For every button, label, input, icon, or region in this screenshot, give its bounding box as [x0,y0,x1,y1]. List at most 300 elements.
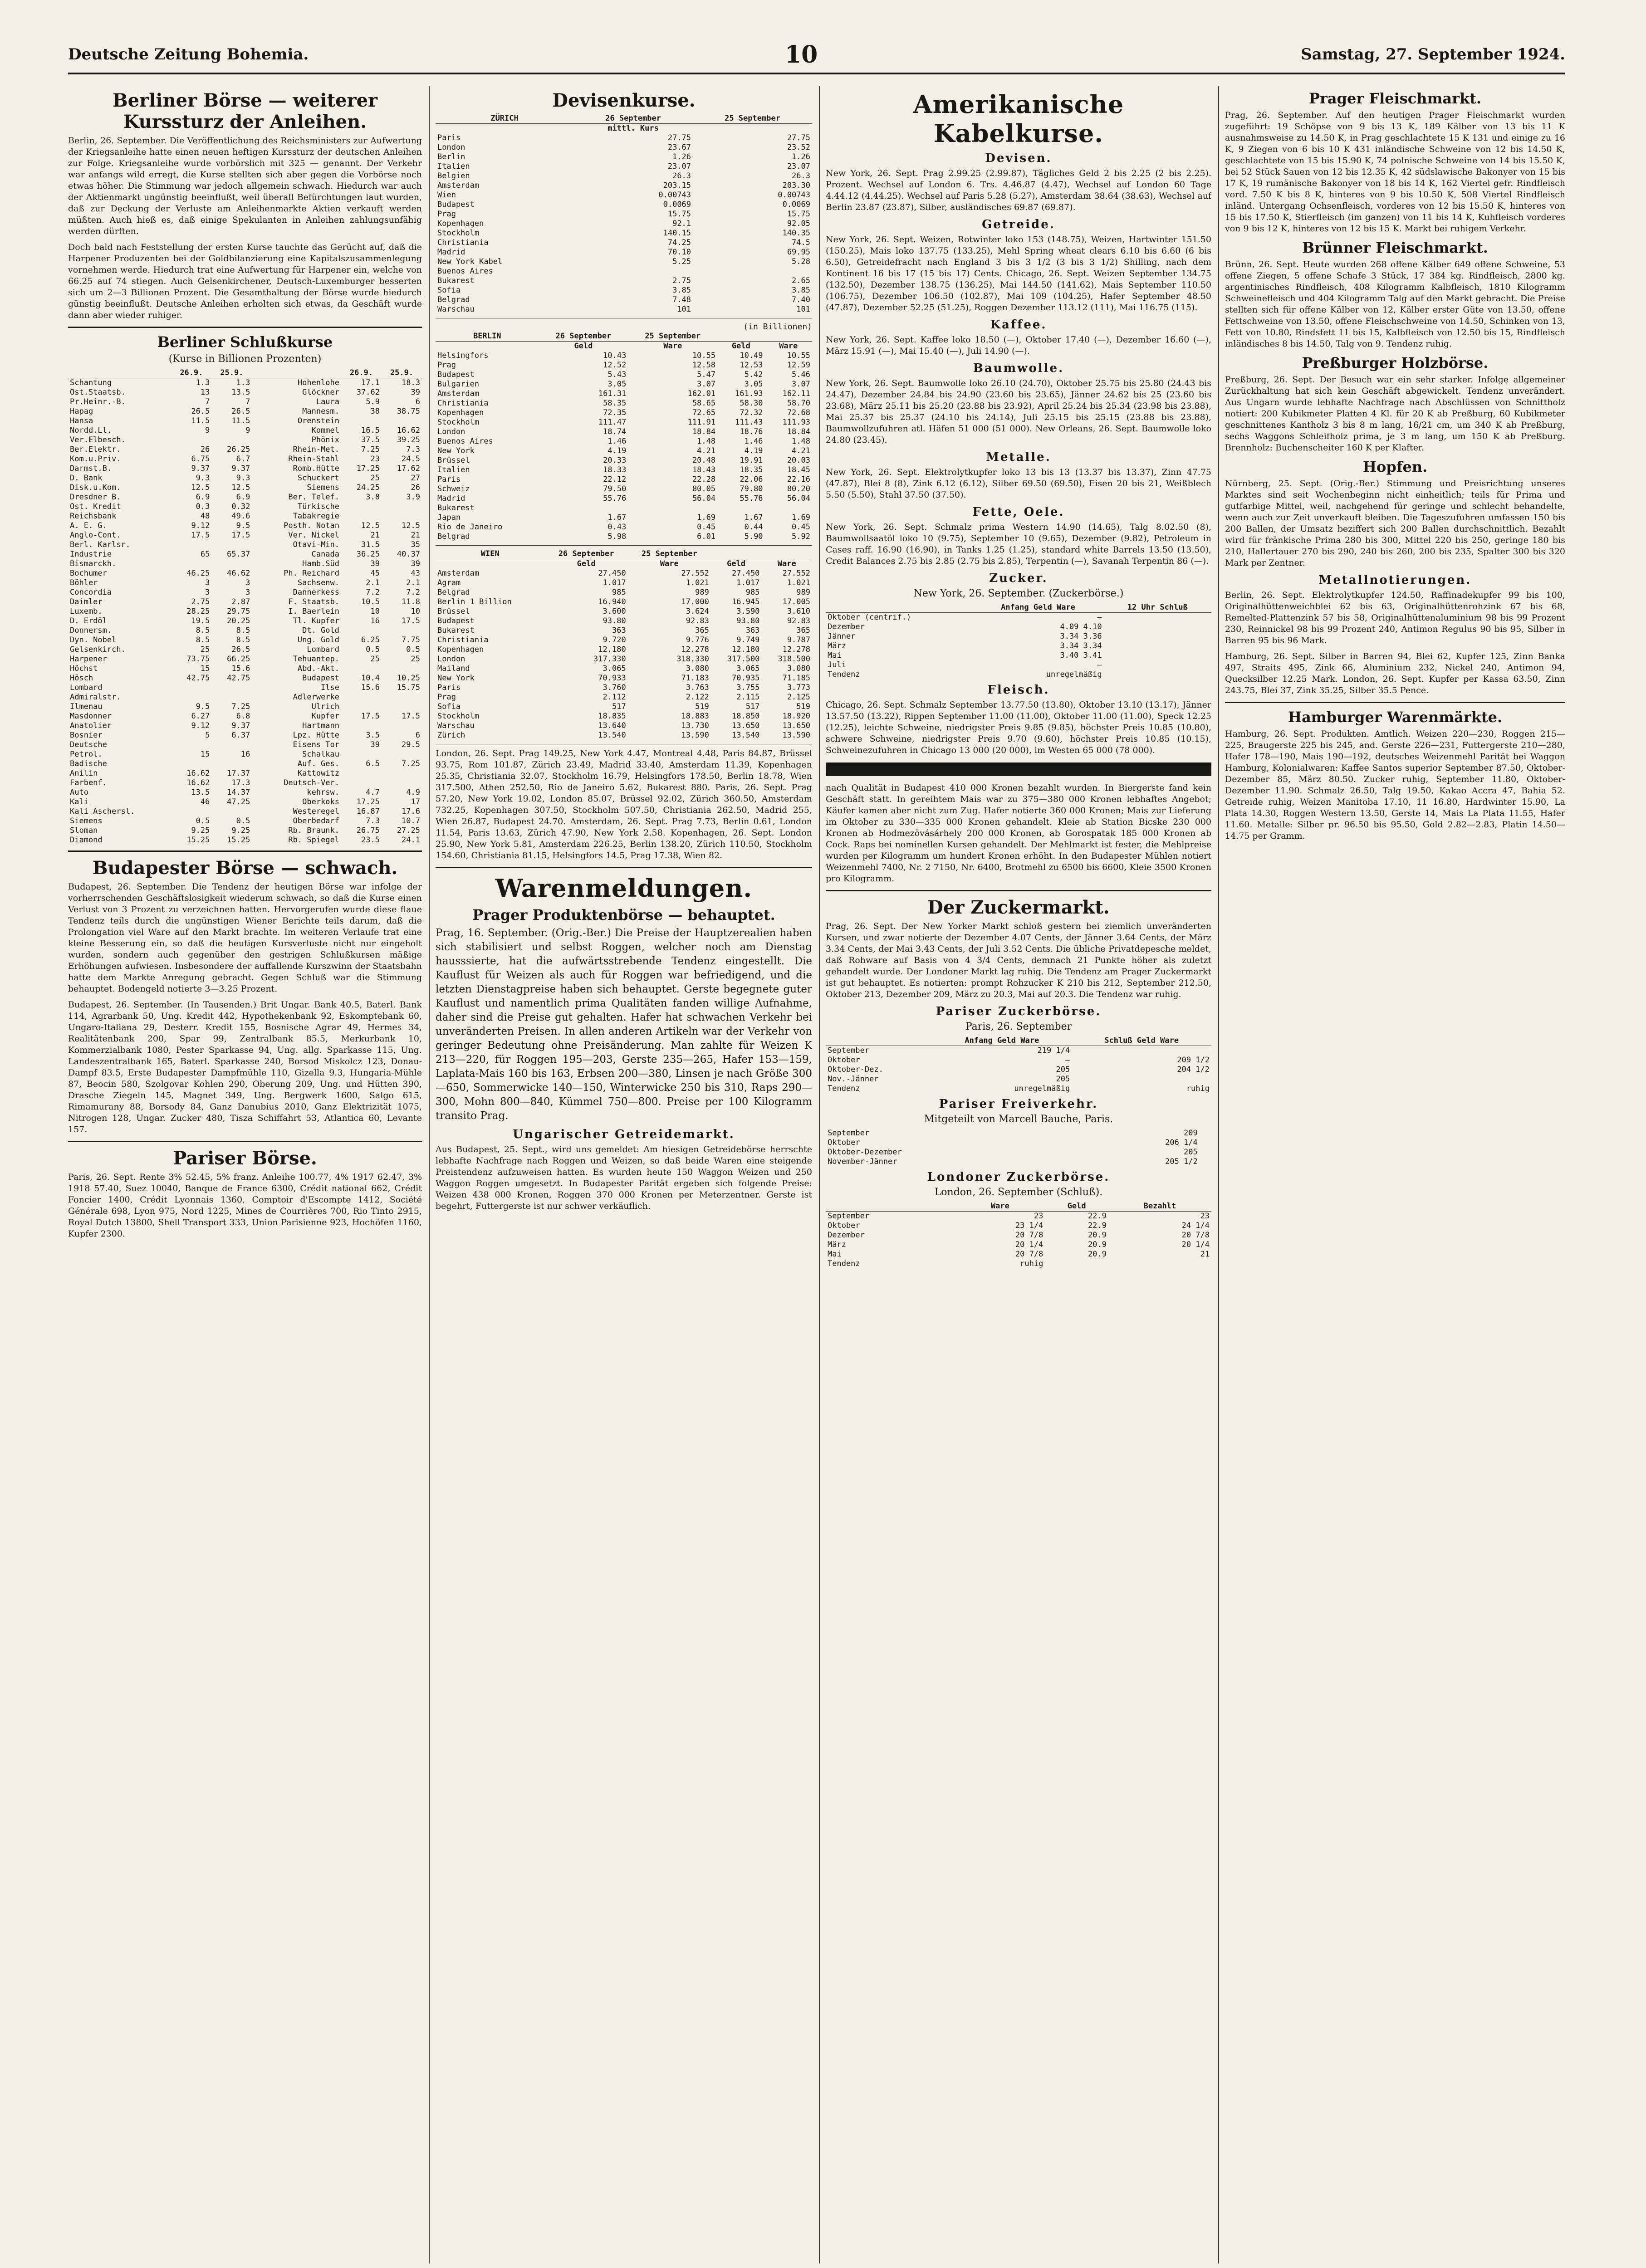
closing-row-cell: 7.3 [406,445,420,454]
london-sugar-row-cell: 22.9 [1088,1221,1107,1230]
berlin-dev-row-cell: 5.47 [697,370,716,379]
closing-row-cell: Schalkau [302,750,340,759]
free-market-row-cell: September [828,1129,870,1138]
closing-row-cell: 7 [245,397,250,406]
closing-row-cell: 9.37 [231,464,250,473]
closing-row-cell: 12.5 [191,483,210,492]
closing-row-cell [341,750,382,759]
wien-row-cell: Paris [437,683,461,692]
zurich-row-cell: 0.0069 [663,200,691,209]
closing-row-cell: Hamb.Süd [302,559,340,568]
wien-row-cell: 18.883 [681,712,709,721]
paris-free-market-subtitle: Mitgeteilt von Marcell Bauche, Paris. [924,1114,1113,1125]
closing-row-cell [211,693,252,702]
berlin-dev-row-cell: 12.53 [740,361,763,370]
closing-row-cell: Dresdner B. [70,493,121,502]
berlin-dev-row-cell: London [437,427,465,436]
closing-row-cell: Ost. Kredit [70,502,121,511]
wien-row-cell: 317.330 [593,655,626,664]
berlin-dev-row-cell: 1.46 [744,437,763,446]
closing-row-cell: 5.9 [366,397,380,406]
wien-row [436,588,812,597]
closing-row-cell: 9.12 [191,721,210,730]
paris-sugar-heading: Pariser Zuckerbörse. [936,1005,1102,1018]
ny-sugar-row-cell: Tendenz [828,670,860,679]
closing-row [68,750,422,759]
closing-row-cell: 65.37 [227,550,250,559]
hamburg-metal-text: Hamburg, 26. Sept. Silber in Barren 94, Blei 62, Kupfer 125, Zinn Banka 497, Straits 495, Zink 66, Aluminium 232, Nickel 240, Antimon 94, Quecksilber 12.25 Mark. London, 26. Sept. Kupfer per Kassa 63.50, Zinn 243.75, Blei 37, Zink 35.25, Silber 35.5 Pence. [1225,651,1565,695]
closing-row-cell: 6.25 [361,635,380,645]
zurich-row-cell: Berlin [437,152,465,161]
closing-row [68,616,422,626]
zurich-row-cell: 15.75 [667,210,691,219]
wien-row-cell: New York [437,674,475,683]
coffee-subheading: Kaffee. [990,318,1047,332]
wien-row [436,655,812,664]
wien-row-cell: 3.065 [603,664,626,673]
london-sugar-row-cell: 24 1/4 [1181,1221,1210,1230]
ny-sugar-row-cell [1104,651,1211,660]
closing-row-cell: 11.5 [231,416,250,425]
closing-row-cell: 3 [205,578,210,587]
berlin-dev-row-cell: 79.80 [740,484,763,494]
ny-sugar-row-cell: Mai [828,651,842,660]
newspaper-page [68,41,1565,2268]
closing-row [68,588,422,597]
closing-row-cell: 15.6 [361,683,380,692]
closing-header-cell: 26.9. [349,368,373,377]
free-market-row-cell [1200,1148,1211,1157]
closing-row-cell: 25 [370,655,380,664]
wien-row [436,597,812,607]
ny-sugar-row-cell: 4.09 4.10 [1060,622,1102,631]
london-sugar-row [826,1250,1211,1259]
zurich-row-cell: Belgien [437,171,470,181]
closing-row-cell: Disk.u.Kom. [70,483,121,492]
berlin-dev-row-cell: Japan [437,513,461,522]
closing-row-cell: 26 [200,445,210,454]
closing-row-cell: 27 [411,474,420,483]
zurich-row [436,276,812,286]
closing-row-cell [171,740,211,750]
berlin-dev-row-cell: 1.67 [607,513,627,522]
zurich-row-cell: Christiania [437,238,489,247]
zurich-subheader-cell: mittl. Kurs [607,124,659,133]
closing-row-cell: Oberkoks [302,797,340,807]
paris-sugar-row [826,1065,1211,1075]
closing-row-cell: A. E. G. [70,521,107,530]
paris-sugar-table [826,1036,1211,1094]
closing-row-cell: Auto [70,788,88,797]
closing-row-cell: 7.3 [366,816,380,826]
berlin-dev-row-cell: 58.70 [787,399,810,408]
london-sugar-header-cell [826,1202,955,1212]
closing-row-cell: 7.2 [406,588,420,597]
zurich-row-cell: 70.10 [667,248,691,257]
berlin-dev-row-cell: 80.05 [692,484,716,494]
wien-row [436,664,812,674]
berlin-dev-subheader-cell: Geld [731,342,750,351]
closing-row-cell: 3.5 [366,731,380,740]
wien-row-cell: Agram [437,578,461,587]
london-sugar-row [826,1259,1211,1269]
cotton-text: New York, 26. Sept. Baumwolle loko 26.10 (24.70), Oktober 25.75 bis 25.80 (24.43 bis 24.47), Dezember 24.84 bis 24.90 (23.60 bis 23.65), Jänner 24.62 bis 25 (23.60 bis 23.68), März 25.11 bis 25.20 (23.88 bis 23.92), April 25.24 bis 25.34 (23.98 bis 23.88), Mai 25.37 bis 25.37 (24.10 bis 24.14), Juli 25.15 bis 25.15 (23.88 bis 23.88), Baumwollzufuhren atl. Häfen 51 000 (51 000). New Orleans, 26. Sept. Baumwolle loko 24.80 (23.45). [826,378,1211,445]
wien-row-cell: 3.760 [603,683,626,692]
closing-row-cell [211,683,252,693]
berlin-dev-row-cell: 3.05 [744,380,763,389]
wien-row-cell: Amsterdam [437,569,480,578]
berlin-dev-row [436,446,812,456]
closing-row-cell: 17.25 [356,797,380,807]
zurich-row-cell: 1.26 [672,152,691,161]
wien-row-cell: 13.650 [782,721,810,730]
zurich-row-cell: 101 [677,305,691,314]
paris-sugar-row [826,1075,1211,1084]
closing-row [68,769,422,778]
black-bar [826,763,1211,776]
berlin-dev-row-cell: Bulgarien [437,380,480,389]
metal-quotes-text: Berlin, 26. Sept. Elektrolytkupfer 124.50, Raffinadekupfer 99 bis 100, Originalhüttenweichblei 62 bis 63, Originalhüttenrohzink 67 bis 68, Remelted-Plattenzink 57 bis 58, Originalhüttenaluminium 98 bis 99 Prozent 230, Reinnickel 98 bis 99 Prozent 240, Antimon Regulus 90 bis 95, Silber in Barren 95 bis 96 Mark. [1225,590,1565,645]
closing-row [68,464,422,474]
closing-row-cell: Tehuantep. [293,655,340,664]
closing-row-cell: 17.5 [191,531,210,540]
closing-row-cell: 46.25 [186,569,210,578]
closing-row-cell: Donnersm. [70,626,112,635]
london-sugar-row [826,1212,1211,1222]
closing-row-cell: 6.37 [231,731,250,740]
wien-row-cell: 71.185 [782,674,810,683]
wien-row [436,674,812,683]
closing-row-cell: 21 [411,531,420,540]
berlin-dev-header-cell: BERLIN [473,332,501,341]
closing-row [68,407,422,416]
wien-row-cell: 3.763 [686,683,709,692]
metals-subheading: Metalle. [986,450,1051,464]
berlin-dev-row [436,503,812,513]
closing-header-cell: 25.9. [220,368,244,377]
closing-row-cell: Siemens [70,816,103,826]
closing-row-cell: 9.3 [196,474,210,483]
wien-row-cell: 3.080 [686,664,709,673]
berlin-dev-row-cell: 1.69 [792,513,810,522]
closing-row-cell [211,740,252,750]
closing-row-cell: 17.6 [402,807,420,816]
zurich-row-cell: 5.25 [672,257,691,266]
berlin-dev-row [436,370,812,380]
berlin-dev-row-cell: 3.07 [792,380,810,389]
berlin-dev-row-cell: 80.20 [787,484,810,494]
closing-row-cell: Westeregel [293,807,340,816]
closing-row-cell: 16.5 [361,426,380,435]
wien-row-cell: 18.850 [732,712,760,721]
zurich-row-cell: 0.00743 [778,191,810,200]
berlin-dev-row [436,389,812,399]
wien-row-cell: 365 [695,626,709,635]
closing-row-cell: Bosnier [70,731,103,740]
closing-row [68,712,422,721]
ny-sugar-row-cell [1104,660,1211,670]
wien-row [436,569,812,578]
closing-row-cell: 6.75 [191,455,210,464]
wien-row-cell: 989 [695,588,709,597]
zurich-row-cell: 203.15 [663,181,691,190]
closing-row [68,435,422,445]
budapest-grain-continued: nach Qualität in Budapest 410 000 Kronen bezahlt wurden. In Biergerste fand kein Geschäft statt. In gereihtem Mais war zu 375—380 000 Kronen lebhaftes Angebot; Käufer kamen aber nicht zum Zug. Hafer notierte 360 000 Kronen; Mais zur Lieferung im Oktober zu 330—335 000 Kronen gehandelt. Kleie ab Station Bicske 230 000 Kronen ab Hodmezövásárhely 200 000 Kronen, ab Gorospatak 185 000 Kronen ab Cock. Raps bei nominellen Kursen gehandelt. Der Mehlmarkt ist fester, die Mehlpreise wurden per Kilogramm um hundert Kronen erhöht. In den Budapester Mühlen notiert Weizenmehl 7400, Nr. 2 7150, Nr. 6400, Brotmehl zu 6500 bis 6600, Kleie 3500 Kronen pro Kilogramm. [826,783,1211,884]
closing-row-cell [341,416,382,426]
berlin-dev-header-cell: 25 September [645,332,701,341]
wien-subheader-cell: Geld [577,559,596,568]
paris-sugar-row-cell [1072,1075,1211,1084]
london-sugar-row-cell [1108,1259,1211,1269]
wien-row-cell: 1.021 [686,578,709,587]
berlin-dev-row-cell: 0.45 [697,523,716,532]
closing-row-cell: 17.1 [361,378,380,387]
closing-row-cell [171,807,211,816]
free-market-row-cell [1200,1129,1211,1138]
zurich-row-cell: 74.25 [667,238,691,247]
ny-sugar-row-cell: unregelmäßig [1046,670,1102,679]
closing-row-cell: 0.32 [231,502,250,511]
wien-row-cell: 93.80 [736,616,760,626]
closing-row-cell: Ung. Gold [297,635,340,645]
berlin-dev-row-cell: 161.31 [598,389,627,398]
wien-row-cell: 27.450 [598,569,626,578]
column-1 [68,86,422,2263]
closing-row-cell [382,693,422,702]
wien-row-cell: Zürich [437,731,465,740]
closing-row-cell [382,512,422,521]
closing-row-cell: 9.5 [236,521,250,530]
wien-row-cell: 2.112 [603,693,626,702]
london-sugar-row [826,1240,1211,1250]
column-rule [1218,86,1219,2263]
ny-sugar-row-cell [1104,632,1211,641]
closing-row-cell: Sachsenw. [297,578,340,587]
closing-row-cell: 47.25 [227,797,250,807]
berlin-dev-row-cell: 55.76 [740,494,763,503]
wien-header-cell: 26 September [558,549,614,558]
closing-row-cell: Deutsche [70,740,107,749]
berlin-dev-row-cell: 3.07 [697,380,716,389]
wien-row [436,578,812,588]
london-sugar-row-cell: ruhig [1020,1259,1043,1268]
closing-row-cell: 24.5 [402,455,420,464]
paris-sugar-header-cell [826,1036,932,1046]
zurich-row-cell: 140.35 [782,229,810,238]
closing-row-cell: Rhein-Met. [293,445,340,454]
paris-exchange-text: Paris, 26. Sept. Rente 3% 52.45, 5% franz. Anleihe 100.77, 4% 1917 62.47, 3% 1918 57.40, Suez 10040, Banque de France 6300, Crédit national 662, Crédit Foncier 1400, Crédit Lyonnais 1360, Comptoir d'Escompte 1412, Société Générale 698, Lyon 975, Nord 1225, Mines de Courrières 700, Rio Tinto 2915, Royal Dutch 13800, Shell Transport 333, Union Parisienne 923, Hochöfen 1160, Kupfer 2300. [68,1172,422,1239]
closing-row-cell: 7.75 [402,635,420,645]
closing-row-cell: Kattowitz [297,769,340,778]
closing-row [68,483,422,493]
ny-sugar-row [826,660,1211,670]
london-sugar-row-cell [1045,1259,1108,1269]
wien-row-cell: 17.005 [782,597,810,606]
closing-row-cell: 6.9 [196,493,210,502]
berlin-exchange-text: Berlin, 26. September. Die Veröffentlichung des Reichsministers zur Aufwertung der Kriegsanleihe hatte einen neuen heftigen Kurssturz der deutschen Anleihen zur Folge. Kriegsanleihe wurde vorbörslich mit 325 — genannt. Der Verkehr war anfangs wild erregt, die Kurse stellten sich aber gegen die Vorbörse noch etwas höher. Die Stimmung war jedoch allgemein schwach. Hiedurch war auch der Aktienmarkt ungünstig beeinflußt, weil überall Befürchtungen laut wurden, daß zur Deckung der Verluste am Anleihenmarkte Aktien verkauft werden müßten. Auch hieß es, daß einige Spekulanten in Anleihen zahlungsunfähig werden dürften. [68,136,422,236]
paris-sugar-header-cell: Anfang Geld Ware [965,1036,1039,1045]
masthead [68,41,1565,74]
closing-row [68,416,422,426]
closing-row-cell: Laura [316,397,340,406]
wien-row [436,635,812,645]
wien-row [436,683,812,693]
london-sugar-row-cell: 20 7/8 [1015,1231,1043,1240]
closing-row-cell: 7.2 [366,588,380,597]
grain-text: New York, 26. Sept. Weizen, Rotwinter loko 153 (148.75), Weizen, Hartwinter 151.50 (150.25), Mais loko 137.75 (133.25), Mehl Spring wheat clears 6.10 bis 6.60 (6 bis 6.50), Getreidefracht nach England 3 bis 3 1/2 (3 bis 3 1/2) Shilling, nach dem Kontinent 16 bis 17 (15 bis 17) Cents. Chicago, 26. Sept. Weizen September 134.75 (132.50), Dezember 138.75 (136.25), Mai 144.50 (141.62), Mais September 110.50 (106.75), Dezember 106.50 (102.87), Mai 109 (104.25), Hafer September 48.50 (47.87), Dezember 52.25 (51.25), Roggen Dezember 113.12 (111), Mai 116.75 (115). [826,235,1211,313]
closing-row [68,455,422,464]
wien-row-cell: 12.278 [782,645,810,654]
wien-row-cell: 9.749 [736,635,760,645]
currency-heading: Devisenkurse. [552,90,696,111]
berlin-dev-row [436,494,812,503]
closing-row-cell: D. Erdöl [70,616,107,626]
free-market-row [826,1148,1211,1157]
wien-row-cell: Kopenhagen [437,645,484,654]
closing-row-cell: Kali Aschersl. [70,807,135,816]
berlin-dev-row-cell: 5.92 [792,532,810,541]
wien-row-cell: 3.610 [787,607,810,616]
wien-row [436,626,812,635]
wien-row-cell: Mailand [437,664,470,673]
closing-row-cell: 8.5 [196,626,210,635]
london-sugar-row-cell: 20 7/8 [1181,1231,1210,1240]
closing-row-cell [341,769,382,778]
closing-row-cell [382,750,422,759]
closing-row-cell: Ver. Nickel [288,531,340,540]
closing-row-cell: 6.5 [366,759,380,768]
zurich-row-cell: 27.75 [787,133,810,142]
zurich-subheader-cell [693,124,812,134]
closing-row [68,540,422,550]
closing-row-cell: 66.25 [227,655,250,664]
closing-row-cell: 43 [411,569,420,578]
closing-row-cell: Posth. Notan [284,521,340,530]
closing-row [68,740,422,750]
berlin-dev-row-cell: 18.84 [692,427,716,436]
closing-row-cell: 26.5 [191,407,210,416]
berlin-dev-row-cell: 12.52 [603,361,627,370]
closing-row-cell: 3 [245,578,250,587]
berlin-dev-row-cell: 20.03 [787,456,810,465]
hops-heading: Hopfen. [1362,458,1428,475]
berlin-dev-row-cell: 4.19 [744,446,763,455]
closing-row-cell [382,664,422,674]
berlin-dev-row-cell: 12.58 [692,361,716,370]
closing-row-cell: Ulrich [311,702,340,711]
metals-text: New York, 26. Sept. Elektrolytkupfer loko 13 bis 13 (13.37 bis 13.37), Zinn 47.75 (47.87), Blei 8 (8), Zink 6.12 (6.12), Silber 69.50 (69.50), Eisen 20 bis 21, Weißblech 5.50 (5.50), Stahl 37.50 (37.50). [826,467,1211,500]
berlin-dev-row-cell: 22.06 [740,475,763,484]
wien-row-cell: 3.773 [787,683,810,692]
zurich-row-cell: 27.75 [667,133,691,142]
closing-row-cell: 7.25 [231,702,250,711]
closing-row [68,836,422,845]
ny-sugar-header-cell: 12 Uhr Schluß [1127,603,1188,612]
coffee-text: New York, 26. Sept. Kaffee loko 18.50 (—), Oktober 17.40 (—), Dezember 16.60 (—), März 15.91 (—), Mai 15.40 (—), Juli 14.90 (—). [826,335,1211,356]
closing-row [68,635,422,645]
closing-row-cell: 37.5 [361,435,380,445]
wien-row-cell: Stockholm [437,712,480,721]
closing-row-cell: 17 [411,797,420,807]
zurich-row [436,229,812,238]
wien-row-cell: 16.940 [598,597,626,606]
closing-header-cell [252,368,341,378]
closing-row-cell: Abd.-Akt. [297,664,340,673]
berlin-dev-row-cell: 111.43 [735,418,763,427]
berlin-currency-table [436,322,812,542]
zurich-row-cell: 26.3 [792,171,810,181]
closing-row-cell: Industrie [70,550,112,559]
closing-row-cell: 24.1 [402,836,420,845]
berlin-dev-row-cell: 58.65 [692,399,716,408]
ny-sugar-row-cell [1104,641,1211,651]
closing-row-cell: 6.9 [236,493,250,502]
berlin-dev-row-cell: 22.12 [603,475,627,484]
berlin-dev-row-cell: 111.91 [687,418,716,427]
berlin-dev-row-cell: 18.45 [787,465,810,474]
closing-row-cell: Gelsenkirch. [70,645,126,654]
zurich-row-cell: 0.0069 [782,200,810,209]
ny-sugar-row [826,670,1211,679]
wien-row-cell: 13.540 [732,731,760,740]
berlin-dev-row-cell: 4.19 [607,446,627,455]
closing-row-cell: Tabakregie [293,512,340,521]
paris-sugar-subtitle: Paris, 26. September [965,1021,1072,1032]
zurich-row [436,162,812,171]
ny-sugar-row-cell: März [828,641,846,650]
closing-row-cell: 7.25 [402,759,420,768]
berlin-dev-row-cell: 72.65 [692,408,716,417]
metal-quotes-heading: Metallnotierungen. [1318,573,1472,587]
berlin-dev-row-cell [717,503,764,513]
closing-row-cell [382,721,422,731]
closing-row-cell: 0.5 [236,816,250,826]
zurich-row [436,257,812,267]
closing-row-cell: I. Baerlein [288,607,340,616]
london-sugar-row-cell: 20 1/4 [1181,1240,1210,1249]
pressburg-timber-heading: Preßburger Holzbörse. [1302,354,1489,371]
closing-row-cell: 10.25 [397,674,420,683]
wien-row-cell: 1.021 [787,578,810,587]
london-sugar-row [826,1231,1211,1240]
berlin-dev-row-cell: Buenos Aires [437,437,493,446]
closing-row-cell: 13 [200,388,210,397]
wien-row-cell: 18.920 [782,712,810,721]
berlin-dev-row [436,532,812,542]
sugar-subheading: Zucker. [989,572,1048,585]
divider [436,545,812,546]
closing-row-cell: 26.25 [227,445,250,454]
free-market-row-cell: 206 1/4 [1165,1138,1198,1147]
closing-row-cell: 23 [370,455,380,464]
berlin-dev-row-cell: 72.32 [740,408,763,417]
wien-row-cell: 3.755 [736,683,760,692]
berlin-dev-subheader-cell [436,342,539,352]
closing-row-cell: 16.87 [356,807,380,816]
closing-row-cell [382,769,422,778]
ny-sugar-row-cell: — [1097,660,1102,670]
zurich-row [436,238,812,248]
closing-row [68,378,422,388]
berlin-dev-row-cell [539,503,628,513]
wien-row-cell: Bukarest [437,626,475,635]
paris-sugar-row-cell: Tendenz [828,1084,860,1093]
berlin-dev-row-cell: 22.28 [692,475,716,484]
berlin-dev-subheader-cell: Ware [779,342,798,351]
closing-row [68,816,422,826]
closing-row [68,388,422,397]
berlin-dev-row-cell: Christiania [437,399,489,408]
